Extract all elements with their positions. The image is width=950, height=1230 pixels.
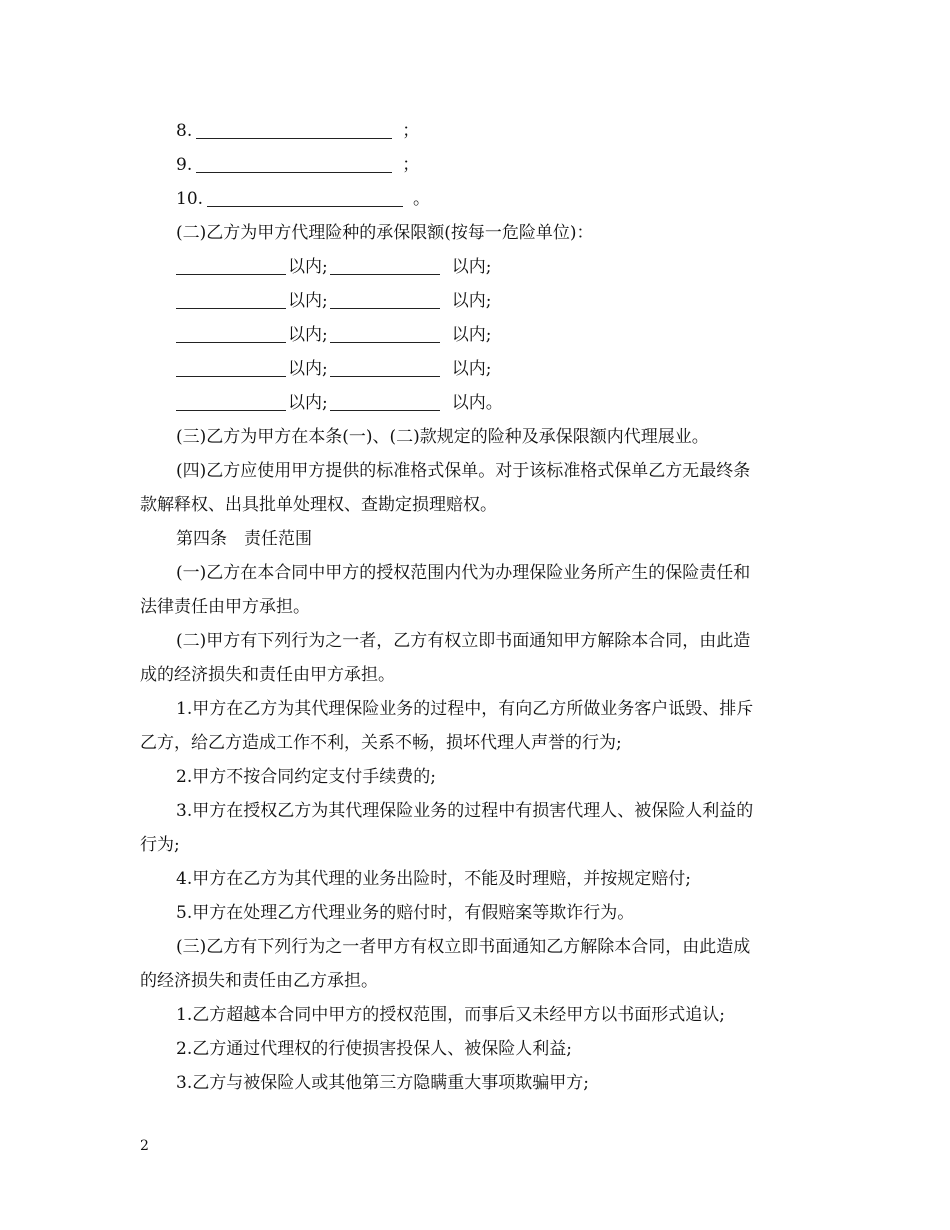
line-end-punct: ； <box>402 121 420 141</box>
paragraph-line: (四)乙方应使用甲方提供的标准格式保单。对于该标准格式保单乙方无最终条 <box>176 461 751 481</box>
fill-in-blank <box>176 288 286 309</box>
item-number: 10. <box>176 189 204 209</box>
fill-in-blank <box>176 390 286 411</box>
limit-text: 以内。 <box>451 393 503 413</box>
paragraph-line: (一)乙方在本合同中甲方的授权范围内代为办理保险业务所产生的保险责任和 <box>176 563 751 583</box>
paragraph-line: 2.乙方通过代理权的行使损害投保人、被保险人利益; <box>176 1039 572 1059</box>
limit-row <box>176 318 820 352</box>
limit-text: 以内; <box>451 257 492 277</box>
paragraph-line: 3.甲方在授权乙方为其代理保险业务的过程中有损害代理人、被保险人利益的 <box>176 801 754 821</box>
limit-row <box>176 352 820 386</box>
paragraph-line: 2.甲方不按合同约定支付手续费的; <box>176 767 436 787</box>
line-end-punct: 。 <box>413 189 431 209</box>
fill-in-blank <box>330 254 440 275</box>
paragraph-line: 1.乙方超越本合同中甲方的授权范围，而事后又未经甲方以书面形式追认; <box>176 1005 725 1025</box>
paragraph-line: (二)甲方有下列行为之一者，乙方有权立即书面通知甲方解除本合同，由此造 <box>176 631 751 651</box>
page-number: 2 <box>140 1138 149 1154</box>
paragraph-line: 1.甲方在乙方为其代理保险业务的过程中，有向乙方所做业务客户诋毁、排斥 <box>176 699 754 719</box>
limit-text: 以内; <box>288 393 328 413</box>
fill-in-blank <box>330 356 440 377</box>
fill-in-blank <box>196 152 392 173</box>
paragraph-line: 成的经济损失和责任由甲方承担。 <box>140 665 395 685</box>
limit-text: 以内; <box>288 291 328 311</box>
section-heading: 第四条 责任范围 <box>176 529 312 549</box>
item-number: 9. <box>176 155 193 175</box>
numbered-blank-line <box>176 148 820 182</box>
limit-text: 以内; <box>451 359 492 379</box>
paragraph-line: 3.乙方与被保险人或其他第三方隐瞒重大事项欺骗甲方; <box>176 1073 589 1093</box>
limit-text: 以内; <box>451 291 492 311</box>
paragraph-line: 法律责任由甲方承担。 <box>140 597 310 617</box>
limit-row <box>176 386 820 420</box>
paragraph-line: 行为; <box>140 835 180 855</box>
paragraph-line: 4.甲方在乙方为其代理的业务出险时，不能及时理赔，并按规定赔付; <box>176 869 691 889</box>
limit-row <box>176 250 820 284</box>
paragraph-line: 的经济损失和责任由乙方承担。 <box>140 971 378 991</box>
limit-text: 以内; <box>451 325 492 345</box>
limit-row <box>176 284 820 318</box>
fill-in-blank <box>330 322 440 343</box>
fill-in-blank <box>176 322 286 343</box>
fill-in-blank <box>176 356 286 377</box>
numbered-blank-line <box>176 114 820 148</box>
fill-in-blank <box>196 118 392 139</box>
numbered-blank-line <box>176 182 820 216</box>
paragraph-line: 5.甲方在处理乙方代理业务的赔付时，有假赔案等欺诈行为。 <box>176 903 635 923</box>
paragraph-line: (三)乙方有下列行为之一者甲方有权立即书面通知乙方解除本合同，由此造成 <box>176 937 751 957</box>
limit-text: 以内; <box>288 325 328 345</box>
paragraph-line: (二)乙方为甲方代理险种的承保限额(按每一危险单位)： <box>176 223 594 243</box>
fill-in-blank <box>330 288 440 309</box>
limit-text: 以内; <box>288 257 328 277</box>
limit-text: 以内; <box>288 359 328 379</box>
paragraph-line: 款解释权、出具批单处理权、查勘定损理赔权。 <box>140 495 497 515</box>
fill-in-blank <box>176 254 286 275</box>
line-end-punct: ； <box>402 155 420 175</box>
fill-in-blank <box>207 186 403 207</box>
item-number: 8. <box>176 121 193 141</box>
paragraph-line: (三)乙方为甲方在本条(一)、(二)款规定的险种及承保限额内代理展业。 <box>176 427 709 447</box>
paragraph-line: 乙方，给乙方造成工作不利，关系不畅，损坏代理人声誉的行为; <box>140 733 622 753</box>
fill-in-blank <box>330 390 440 411</box>
